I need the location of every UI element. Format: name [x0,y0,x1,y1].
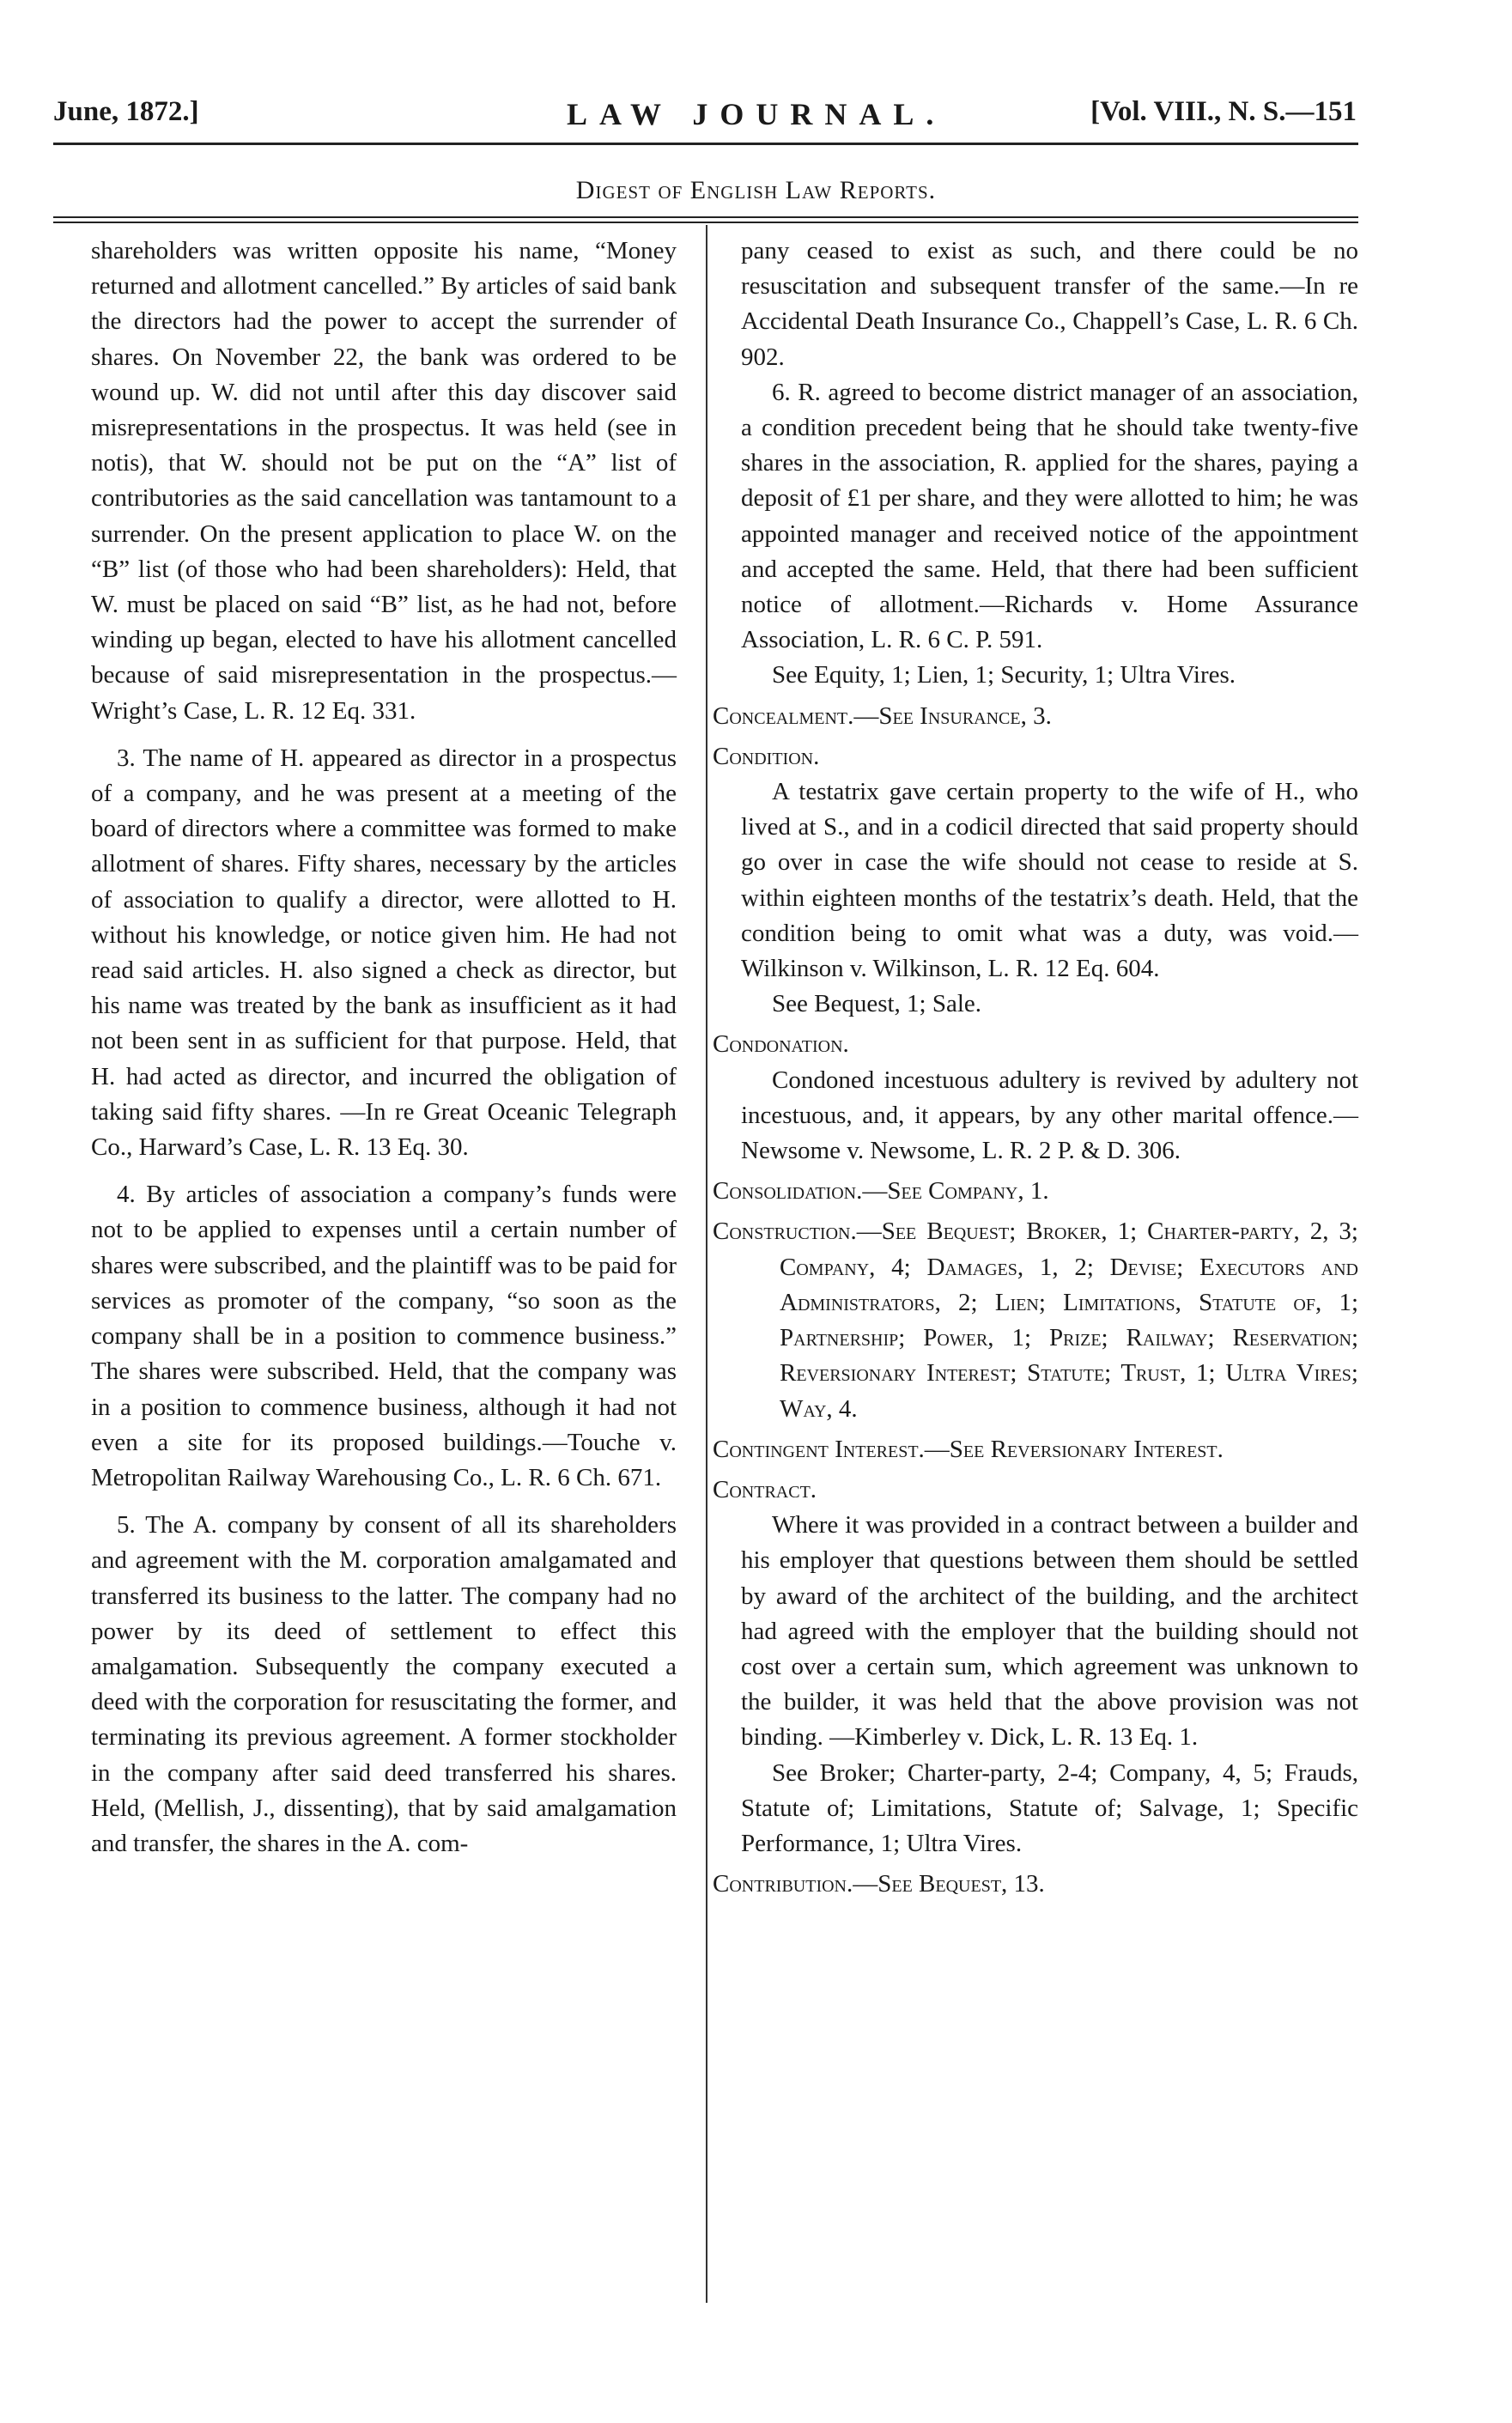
entry-contribution: Contribution.—See Bequest, 13. [713,1870,1045,1898]
paragraph-5: 5. The A. company by consent of all its shareholders and agreement with the M. corporation amalgamated and transferred its business to the latter. The company had no power by its deed of settlement to effect this amalgamation. Subsequently the company executed a deed with the corporation for resuscitating the former, and terminating its previous agreement. A former stockholder in the company after said deed transferred his shares. Held, (Mellish, J., dissenting), that by said amalgamation and transfer, the shares in the A. com- [91,1511,677,1857]
paragraph-6: 6. R. agreed to become district manager of an association, a condition precedent being that he should take twenty-five shares in the association, R. applied for the shares, paying a deposit of £1 per share, and they were allotted to him; he was appointed manager and received notice of the appointment and accepted the same. Held, that there had been sufficient notice of allotment.—Richards v. Home Assurance Association, L. R. 6 C. P. 591. [741,378,1358,654]
entry-condition: A testatrix gave certain property to the wife of H., who lived at S., and in a codicil directed that said property should go over in case the wife should not cease to reside at S. within eighteen months of the testatrix’s death. Held, that the condition being to omit what was a duty, was void.—Wilkinson v. Wilkinson, L. R. 12 Eq. 604. [741,778,1358,983]
left-column [91,234,677,1861]
journal-title: LAW JOURNAL. [567,97,946,131]
section-title: Digest of English Law Reports. [575,176,937,204]
cross-reference-contract: See Broker; Charter-party, 2-4; Company, 4, 5; Frauds, Statute of; Limitations, Statute of; Salvage, 1; Specific Performance, 1; Ultra Vires. [741,1758,1358,1857]
volume-page-number: [Vol. VIII., N. S.—151 [1090,96,1357,127]
section-rule-upper [53,216,1358,218]
right-column [713,234,1358,1902]
section-rule-lower [53,222,1358,223]
paragraph-continued: shareholders was written opposite his name, “Money returned and allotment cancelled.” By articles of said bank the directors had the power to accept the surrender of shares. On November 22, the bank was ordered to be wound up. W. did not until after this day discover said misrepresentations in the prospectus. It was held (see in notis), that W. should not be put on the “A” list of contributories as the said cancellation was tantamount to a surrender. On the present application to place W. on the “B” list (of those who had been shareholders): Held, that W. must be placed on said “B” list, as he had not, before winding up began, elected to have his allotment cancelled because of said misrepresentation in the prospectus.—Wright’s Case, L. R. 12 Eq. 331. [91,237,677,725]
heading-condition: Condition. [713,742,820,770]
paragraph-continued-right: pany ceased to exist as such, and there could be no resuscitation and subsequent transfer of the same.—In re Accidental Death Insurance Co., Chappell’s Case, L. R. 6 Ch. 902. [741,237,1358,371]
cross-reference-company: See Equity, 1; Lien, 1; Security, 1; Ultra Vires. [772,661,1236,689]
entry-condonation: Condoned incestuous adultery is revived by adultery not incestuous, and, it appears, by any other marital offence.—Newsome v. Newsome, L. R. 2 P. & D. 306. [741,1066,1358,1165]
entry-contract: Where it was provided in a contract between a builder and his employer that questions between them should be settled by award of the architect of the building, and the architect had agreed with the employer that the building should not cost over a certain sum, which agreement was unknown to the builder, it was held that the above provision was not binding. —Kimberley v. Dick, L. R. 13 Eq. 1. [741,1511,1358,1752]
paragraph-3: 3. The name of H. appeared as director in a prospectus of a company, and he was present at a meeting of the board of directors where a committee was formed to make allotment of shares. Fifty shares, necessary by the articles of association to qualify a director, were allotted to H. without his knowledge, or notice given him. He had not read said articles. H. also signed a check as director, but his name was treated by the bank as insufficient as it had not been sent in as sufficient for that purpose. Held, that H. had acted as director, and incurred the obligation of taking said fifty shares. —In re Great Oceanic Telegraph Co., Harward’s Case, L. R. 13 Eq. 30. [91,744,677,1162]
entry-contingent-interest: Contingent Interest.—See Reversionary Interest. [713,1435,1224,1463]
issue-date: June, 1872.] [53,96,199,127]
cross-reference-condition: See Bequest, 1; Sale. [772,990,982,1018]
paragraph-4: 4. By articles of association a company’s funds were not to be applied to expenses until a certain number of shares were subscribed, and the plaintiff was to be paid for services as promoter of the company, “so soon as the company shall be in a position to commence business.” The shares were subscribed. Held, that the company was in a position to commence business, although it had not even a site for its proposed buildings.—Touche v. Metropolitan Railway Warehousing Co., L. R. 6 Ch. 671. [91,1181,677,1491]
heading-condonation: Condonation. [713,1030,849,1059]
column-divider [706,225,707,2303]
entry-consolidation: Consolidation.—See Company, 1. [713,1177,1049,1205]
entry-concealment: Concealment.—See Insurance, 3. [713,701,1052,730]
heading-contract: Contract. [713,1475,817,1503]
header-rule [53,143,1358,145]
entry-construction: Construction.—See Bequest; Broker, 1; Charter-party, 2, 3; Company, 4; Damages, 1, 2; Devise; Executors and Administrators, 2; Lien; Limitations, Statute of, 1; Partnership; Power, 1; Prize; Railway; Reservation; Reversionary Interest; Statute; Trust, 1; Ultra Vires; Way, 4. [713,1218,1358,1423]
running-head [53,96,1358,139]
